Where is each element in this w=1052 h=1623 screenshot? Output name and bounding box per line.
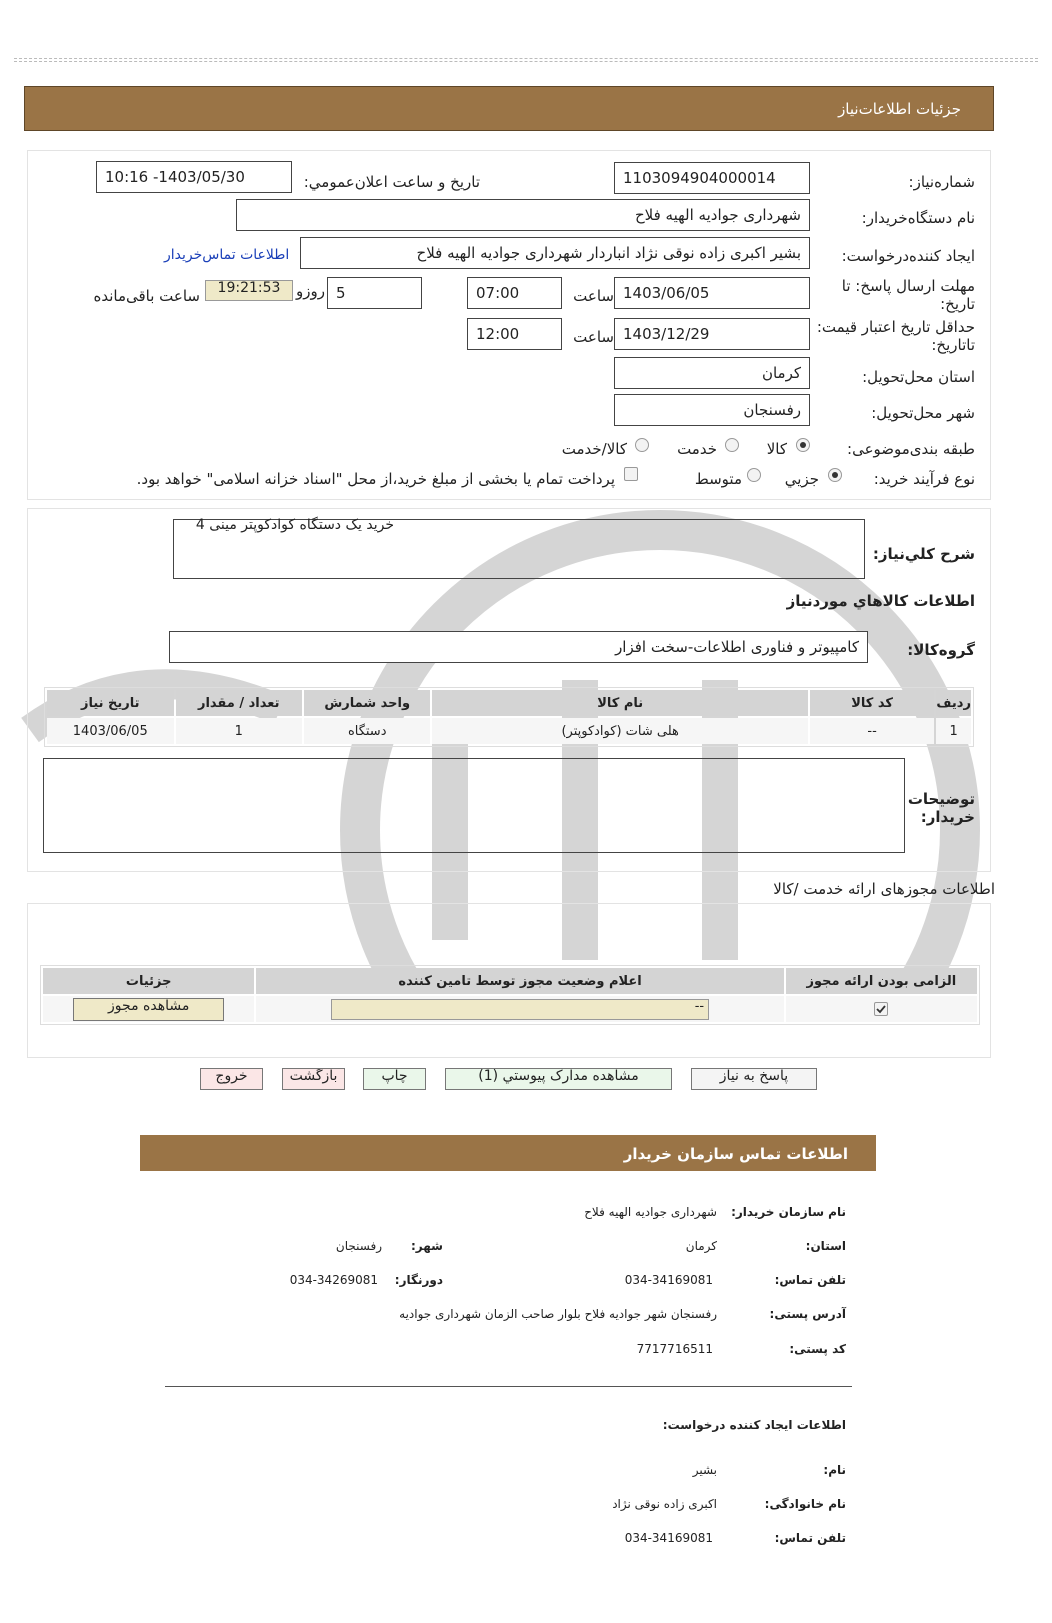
price-validity-label-line1: حداقل تاریخ اعتبار قیمت: (816, 318, 975, 336)
contact-phone-value: 034-34169081 (624, 1273, 713, 1287)
remaining-hours-label: ساعت باقی‌مانده (93, 287, 200, 305)
creator-name-value: بشیر (692, 1463, 717, 1477)
permits-table-wrap (40, 965, 980, 1025)
goods-group-label: گروه‌کالا: (907, 641, 975, 659)
col-date: تاريخ نياز (47, 690, 174, 716)
contact-fax-value: 034-34269081 (289, 1273, 378, 1287)
days-remaining-field: 5 (327, 277, 422, 309)
deadline-time-field: 07:00 (467, 277, 562, 309)
buyer-contact-title: اطلاعات تماس سازمان خریدار (623, 1145, 848, 1163)
need-number-label: شماره‌نیاز: (908, 173, 975, 191)
col-permit-required: الزامی بودن ارائه مجوز (786, 968, 977, 994)
cell-unit: دستگاه (347, 723, 387, 739)
announce-datetime-field: 1403/05/30- 10:16 (96, 161, 292, 193)
cell-code: -- (867, 723, 877, 739)
cell-permit-status (256, 996, 783, 1022)
creator-family-value: اکبری زاده نوقی نژاد (612, 1497, 717, 1511)
contact-postal-value: 7717716511 (636, 1342, 713, 1356)
cell-permit-required (786, 996, 977, 1022)
city-field: رفسنجان (614, 394, 810, 426)
process-option-minor: جزیي (784, 470, 819, 488)
price-validity-label-line2: تاتاریخ: (931, 336, 975, 354)
cell-qty: 1 (234, 723, 243, 739)
deadline-label-line1: مهلت ارسال پاسخ: تا (841, 277, 975, 295)
print-button[interactable]: چاپ (363, 1068, 426, 1090)
table-row (43, 996, 977, 1022)
buyer-notes-label-line2: خریدار: (920, 808, 975, 826)
contact-fax-label: دورنگار: (394, 1273, 443, 1287)
contact-divider (165, 1386, 852, 1387)
validity-date-field: 1403/12/29 (614, 318, 810, 350)
permit-status-field: -- (331, 999, 709, 1020)
contact-province-value: کرمان (685, 1239, 717, 1253)
contact-org-value: شهرداری جوادیه الهیه فلاح (584, 1205, 717, 1219)
description-field (173, 519, 865, 579)
deadline-label-line2: تاریخ: (940, 295, 975, 313)
col-code: کد کالا (810, 690, 934, 716)
description-text: خرید یک دستگاه کوادکوپتر مینی 4 (195, 517, 394, 533)
category-option-service: خدمت (677, 440, 717, 458)
requester-label: ایجاد کننده‌درخواست: (841, 247, 975, 265)
contact-province-label: استان: (805, 1239, 846, 1253)
contact-postal-label: کد پستی: (789, 1342, 846, 1356)
contact-org-label: نام سازمان خریدار: (731, 1205, 846, 1219)
check-icon (875, 1003, 887, 1015)
goods-table-header (47, 690, 971, 716)
reply-button[interactable]: پاسخ به نیاز (691, 1068, 817, 1090)
details-header-bar (24, 86, 994, 131)
creator-heading: اطلاعات ایجاد کننده درخواست: (662, 1418, 846, 1432)
announce-datetime-label: تاریخ و ساعت اعلان‌عمومي: (303, 173, 480, 191)
need-number-field: 1103094904000014 (614, 162, 810, 194)
creator-family-label: نام خانوادگی: (764, 1497, 846, 1511)
attachments-button[interactable]: مشاهده مدارک پیوستي (1) (445, 1068, 672, 1090)
buyer-org-field: شهرداری جوادیه الهیه فلاح (236, 199, 810, 231)
permits-table (41, 966, 979, 1024)
cell-name: هلی شات (کوادکوپتر) (561, 723, 679, 739)
province-label: استان محل‌تحویل: (862, 368, 975, 386)
validity-hour-label: ساعت (573, 328, 614, 346)
goods-table-wrap (44, 687, 974, 747)
validity-time-field: 12:00 (467, 318, 562, 350)
countdown-timer: 19:21:53 (205, 280, 293, 301)
view-permit-button[interactable]: مشاهده مجوز (73, 998, 224, 1021)
price-validity-label (817, 318, 975, 354)
category-radio-goods-service[interactable] (635, 438, 649, 452)
permits-table-header (43, 968, 977, 994)
permit-required-checkbox (874, 1002, 888, 1016)
creator-phone-label: تلفن تماس: (774, 1531, 846, 1545)
buyer-notes-label-line1: توضیحات (907, 790, 975, 808)
top-divider (14, 58, 1038, 62)
buyer-notes-field (43, 758, 905, 853)
exit-button[interactable]: خروج (200, 1068, 263, 1090)
province-field: کرمان (614, 357, 810, 389)
contact-address-value: رفسنجان شهر جوادیه فلاح بلوار صاحب الزمان شهرداری جوادیه (399, 1307, 717, 1321)
buyer-notes-label (908, 790, 975, 826)
category-option-goods-service: کالا/خدمت (561, 440, 627, 458)
permits-heading: اطلاعات مجوزهای ارائه خدمت /کالا (773, 880, 995, 898)
contact-address-label: آدرس پستی: (769, 1307, 846, 1321)
back-button[interactable]: بازگشت (282, 1068, 345, 1090)
category-option-goods: کالا (766, 440, 787, 458)
category-radio-goods[interactable] (796, 438, 810, 452)
description-label: شرح کلي‌نياز: (872, 545, 975, 563)
col-permit-status: اعلام وضعیت مجوز توسط تامین کننده (256, 968, 783, 994)
process-label: نوع فرآیند خرید: (873, 470, 975, 488)
col-qty: تعداد / مقدار (176, 690, 302, 716)
day-and-label: روزو (296, 282, 325, 300)
process-radio-medium[interactable] (747, 468, 761, 482)
treasury-checkbox[interactable] (624, 467, 638, 481)
buyer-contact-bar (140, 1135, 876, 1171)
table-row (47, 718, 971, 744)
contact-phone-label: تلفن تماس: (774, 1273, 846, 1287)
details-title: جزئیات اطلاعات‌نیاز (838, 100, 961, 118)
goods-table (45, 688, 973, 746)
col-name: نام کالا (432, 690, 807, 716)
buyer-org-label: نام دستگاه‌خریدار: (861, 209, 975, 227)
cell-permit-details (43, 996, 254, 1022)
contact-city-value: رفسنجان (335, 1239, 382, 1253)
deadline-hour-label: ساعت (573, 287, 614, 305)
contact-city-label: شهر: (411, 1239, 443, 1253)
creator-phone-value: 034-34169081 (624, 1531, 713, 1545)
col-unit: واحد شمارش (304, 690, 430, 716)
deadline-label (842, 277, 975, 313)
buyer-contact-link[interactable]: اطلاعات تماس‌خریدار (164, 247, 290, 263)
col-row: رديف (936, 690, 971, 716)
category-label: طبقه بندی‌موضوعی: (847, 440, 975, 458)
city-label: شهر محل‌تحویل: (871, 404, 975, 422)
requester-field: بشیر اکبری زاده نوقی نژاد انباردار شهرداری جوادیه الهیه فلاح (300, 237, 810, 269)
deadline-date-field: 1403/06/05 (614, 277, 810, 309)
process-option-medium: متوسط (694, 470, 742, 488)
cell-date: 1403/06/05 (72, 723, 148, 739)
goods-group-field: کامپیوتر و فناوری اطلاعات-سخت افزار (169, 631, 868, 663)
col-permit-details: جزئیات (43, 968, 254, 994)
treasury-note: پرداخت تمام یا بخشی از مبلغ خرید،از محل "اسناد خزانه اسلامی" خواهد بود. (136, 470, 615, 488)
creator-name-label: نام: (823, 1463, 846, 1477)
process-radio-minor[interactable] (828, 468, 842, 482)
cell-row: 1 (949, 723, 958, 739)
goods-heading: اطلاعات کالاهاي موردنياز (786, 592, 975, 610)
category-radio-service[interactable] (725, 438, 739, 452)
